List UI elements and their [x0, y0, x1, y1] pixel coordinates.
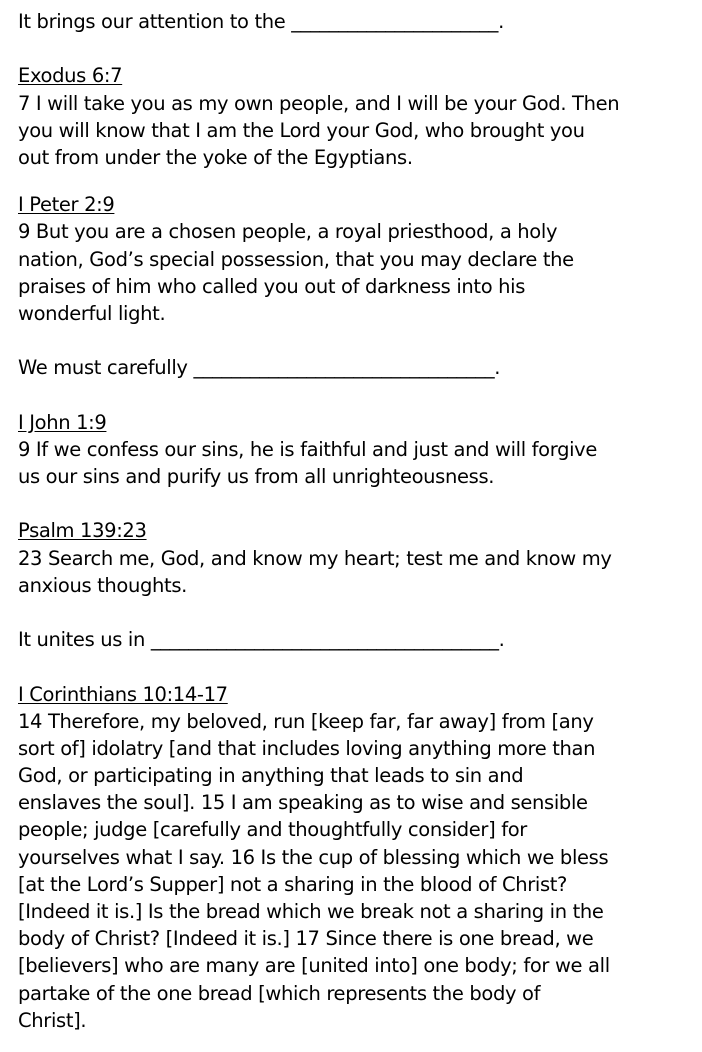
fill-in-blank-unites: It unites us in _____________________________________.: [18, 628, 505, 652]
verse-text-line: sort of] idolatry [and that includes loving anything more than: [18, 736, 596, 760]
verse-text-line: [believers] who are many are [united into] one body; for we all: [18, 954, 610, 978]
spacer: [18, 381, 688, 408]
verse-corinthians: [18, 681, 688, 1034]
verse-text-line: 9 If we confess our sins, he is faithful and just and will forgive: [18, 437, 598, 461]
verse-text-line: body of Christ? [Indeed it is.] 17 Since there is one bread, we: [18, 927, 594, 951]
verse-reference: I Peter 2:9: [18, 193, 115, 217]
verse-text-line: out from under the yoke of the Egyptians.: [18, 145, 413, 169]
spacer: [18, 653, 688, 680]
verse-text-line: us our sins and purify us from all unrighteousness.: [18, 465, 495, 488]
verse-text-line: [at the Lord’s Supper] not a sharing in the blood of Christ?: [18, 872, 568, 896]
verse-reference: I Corinthians 10:14-17: [18, 682, 228, 706]
verse-reference: Exodus 6:7: [18, 64, 123, 88]
verse-reference: I John 1:9: [18, 410, 107, 434]
verse-text-line: praises of him who called you out of darkness into his: [18, 274, 526, 298]
spacer: [18, 490, 688, 517]
verse-text-line: 14 Therefore, my beloved, run [keep far, far away] from [any: [18, 709, 594, 733]
verse-peter: [18, 191, 688, 327]
verse-text-line: Christ].: [18, 1008, 87, 1032]
verse-text-line: 7 I will take you as my own people, and I will be your God. Then: [18, 91, 620, 115]
verse-text-line: 23 Search me, God, and know my heart; test me and know my: [18, 546, 612, 570]
verse-text-line: people; judge [carefully and thoughtfully consider] for: [18, 818, 527, 842]
verse-exodus: [18, 62, 688, 171]
verse-text-line: 9 But you are a chosen people, a royal priesthood, a holy: [18, 220, 558, 244]
spacer: [18, 35, 688, 62]
verse-text-line: you will know that I am the Lord your God, who brought you: [18, 118, 585, 142]
verse-text-line: yourselves what I say. 16 Is the cup of blessing which we bless: [18, 845, 609, 869]
verse-text-line: [Indeed it is.] Is the bread which we break not a sharing in the: [18, 900, 604, 923]
verse-john: [18, 409, 688, 491]
fill-in-blank-carefully: We must carefully ________________________________.: [18, 356, 501, 380]
verse-reference: Psalm 139:23: [18, 519, 147, 543]
fill-in-blank-attention: It brings our attention to the ______________________.: [18, 10, 504, 33]
verse-text-line: anxious thoughts.: [18, 573, 187, 597]
verse-text-line: partake of the one bread [which represents the body of: [18, 981, 541, 1005]
spacer: [18, 171, 688, 191]
spacer: [18, 599, 688, 626]
verse-text-line: wonderful light.: [18, 301, 166, 325]
worksheet-page: [18, 8, 688, 1034]
spacer: [18, 327, 688, 354]
verse-psalm: [18, 517, 688, 599]
verse-text-line: enslaves the soul]. 15 I am speaking as to wise and sensible: [18, 791, 588, 815]
verse-text-line: God, or participating in anything that leads to sin and: [18, 764, 524, 788]
verse-text-line: nation, God’s special possession, that you may declare the: [18, 247, 574, 271]
